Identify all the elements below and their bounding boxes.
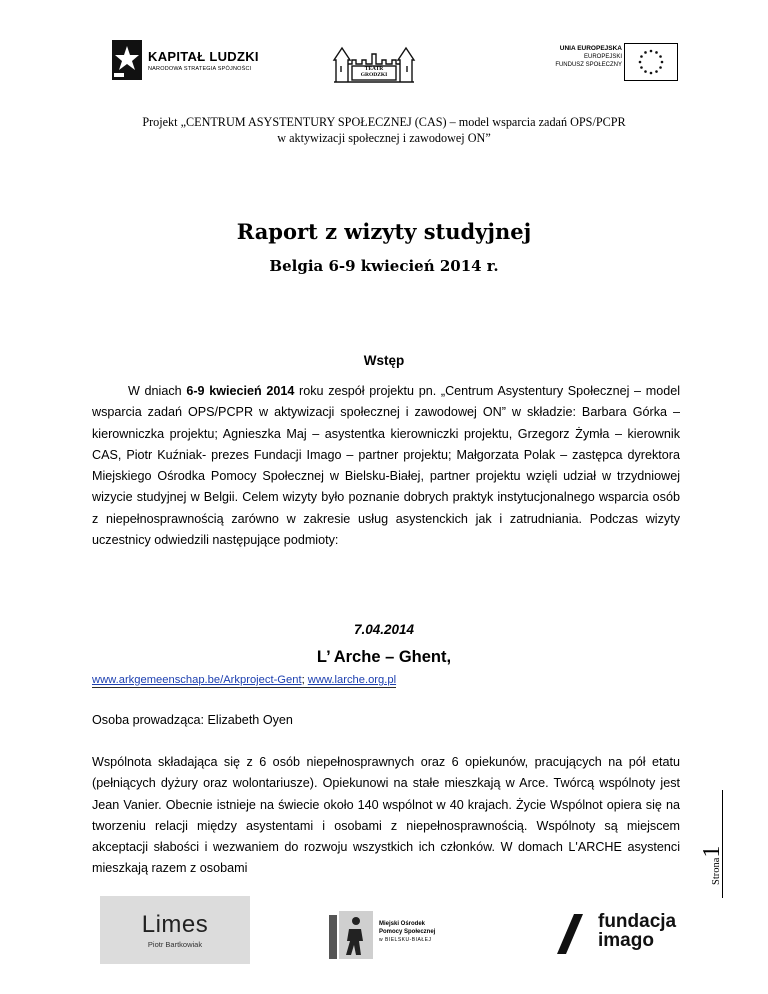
eu-star-icon <box>644 70 647 73</box>
limes-logo <box>100 896 250 964</box>
eu-star-icon <box>639 61 642 64</box>
page-margin-line <box>722 790 723 898</box>
description-paragraph: Wspólnota składająca się z 6 osób niepełnosprawnych oraz 6 opiekunów, pracujących na pół etatu (pełniących dyżury oraz wolontariusze). Opiekunowi na stałe mieszkają w Arce. Twórcą wspólnoty jest Jean Vanier. Obecnie istnieje na świecie około 140 wspólnot w 40 krajach. Życie Wspólnot opiera się na tworzeniu relacji między asystentami i osobami z niepełnosprawnością. Wspólnoty są miejscem akceptacji słabości i wezwaniem do rozwoju wszystkich ich członków. W domach L'ARCHE asystenci mieszkają razem z osobami <box>92 755 680 876</box>
eu-star-icon <box>655 70 658 73</box>
eu-star-icon <box>661 61 664 64</box>
kapital-ludzki-logo <box>112 38 262 82</box>
mops-line-2: Pomocy Społecznej <box>379 929 436 935</box>
visit-site: L’ Arche – Ghent, <box>316 648 452 666</box>
eu-flag-icon <box>624 43 678 81</box>
project-header <box>0 114 768 146</box>
eu-logo <box>510 43 680 81</box>
eu-star-icon <box>650 72 653 75</box>
imago-label: imago <box>598 930 654 951</box>
eu-fund-line1: EUROPEJSKI <box>583 54 622 60</box>
intro-dates: 6-9 kwiecień 2014 <box>186 384 295 398</box>
page-number-value: 1 <box>699 845 725 858</box>
page-label: Strona <box>711 857 722 885</box>
visit-date: 7.04.2014 <box>353 622 415 637</box>
page-number <box>699 795 725 885</box>
site-links <box>92 674 396 688</box>
eu-star-icon <box>659 55 662 58</box>
intro-prefix: W dniach <box>128 384 187 398</box>
kapital-ludzki-subtitle: NARODOWA STRATEGIA SPÓJNOŚCI <box>148 65 252 72</box>
eu-star-icon <box>650 50 653 53</box>
fundacja-imago-logo <box>556 912 696 956</box>
kapital-ludzki-emblem-icon <box>112 40 142 80</box>
mops-line-1: Miejski Ośrodek <box>379 921 426 927</box>
eu-star-icon <box>644 51 647 54</box>
eu-star-icon <box>640 55 643 58</box>
teatr-grodzki-logo <box>332 42 416 84</box>
fundacja-label: fundacja <box>598 911 677 932</box>
teatr-label: TEATR <box>364 66 384 72</box>
limes-subtitle: Piotr Bartkowiak <box>147 939 203 949</box>
mops-line-3: w BIELSKU-BIAŁEJ <box>379 937 432 943</box>
host-line: Osoba prowadząca: Elizabeth Oyen <box>92 713 293 727</box>
link-arkgemeenschap[interactable]: www.arkgemeenschap.be/Arkproject-Gent <box>92 674 302 686</box>
intro-heading: Wstęp <box>363 353 405 368</box>
limes-name: Limes <box>141 910 209 938</box>
project-line-2: w aktywizacji społecznej i zawodowej ON” <box>277 131 491 145</box>
eu-title: UNIA EUROPEJSKA <box>559 45 622 52</box>
kapital-ludzki-title: KAPITAŁ LUDZKI <box>148 48 259 64</box>
intro-body: roku zespół projektu pn. „Centrum Asystentury Społecznej – model wsparcia zadań OPS/PCPR w aktywizacji społecznej i zawodowej ON” w składzie: Barbara Górka – kierowniczka projektu; Agnieszka Maj – asystentka kierowniczki projektu, Grzegorz Żymła – kierownik CAS, Piotr Kuźniak- prezes Fundacji Imago – partner projektu; Małgorzata Polak – zastępca dyrektora Miejskiego Ośrodka Pomocy Społecznej w Bielsku-Białej, partner projektu wzięli udział w trzydniowej wizycie studyjnej w Belgii. Celem wizyty było poznanie dobrych praktyk instytucjonalnego wsparcia osób z niepełnosprawnością zarówno w zakresie usług asystenckich jak i zatrudniania. Podczas wizyty uczestnicy odwiedzili następujące podmioty: <box>92 384 681 548</box>
eu-star-icon <box>640 66 643 69</box>
link-larche[interactable]: www.larche.org.pl <box>307 674 397 686</box>
eu-star-icon <box>655 51 658 54</box>
eu-fund-line2: FUNDUSZ SPOŁECZNY <box>555 62 622 68</box>
document-subtitle: Belgia 6-9 kwiecień 2014 r. <box>269 257 499 275</box>
slash-icon <box>556 912 586 956</box>
mops-emblem-icon <box>327 907 377 962</box>
mops-logo <box>327 907 457 962</box>
link-separator: ; <box>301 674 308 686</box>
document-title: Raport z wizyty studyjnej <box>236 219 532 244</box>
eu-star-icon <box>659 66 662 69</box>
grodzki-label: GRODZKI <box>360 72 388 78</box>
project-line-1: Projekt „CENTRUM ASYSTENTURY SPOŁECZNEJ (CAS) – model wsparcia zadań OPS/PCPR <box>142 115 626 129</box>
intro-paragraph <box>92 381 680 551</box>
